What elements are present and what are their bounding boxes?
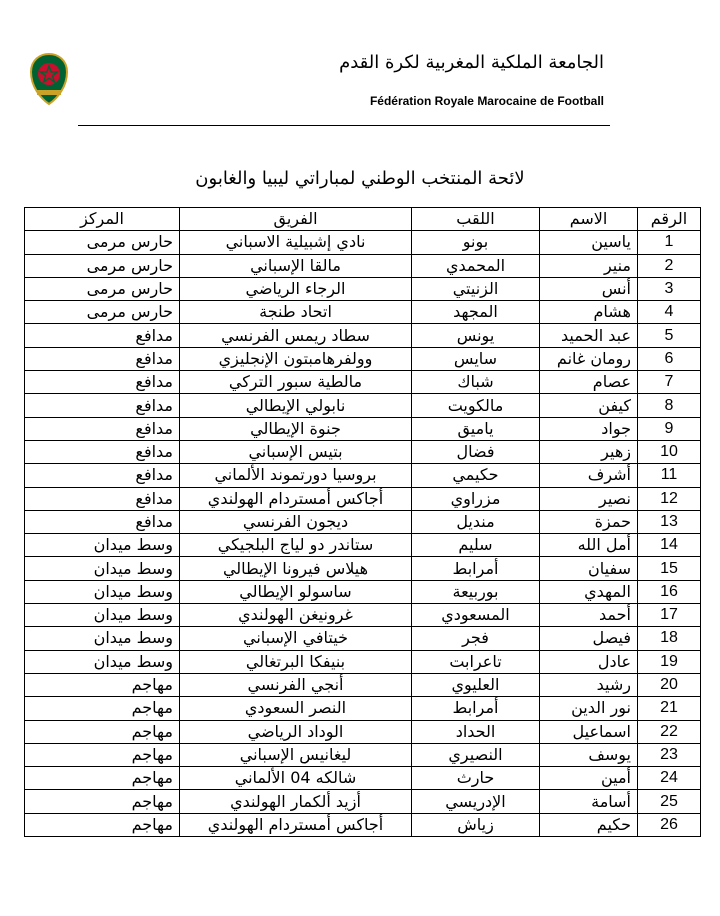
player-club: مالقا الإسباني [180,254,412,277]
player-surname: أمرابط [412,557,540,580]
player-position: وسط ميدان [25,604,180,627]
player-position: مدافع [25,417,180,440]
table-row [25,743,701,766]
table-row [25,347,701,370]
table-row [25,510,701,533]
player-first-name: حمزة [540,510,638,533]
player-first-name: أشرف [540,464,638,487]
table-row [25,371,701,394]
table-row [25,813,701,836]
player-surname: سليم [412,534,540,557]
player-position: مهاجم [25,743,180,766]
player-number: 21 [638,697,701,720]
player-first-name: ياسين [540,231,638,254]
table-row [25,767,701,790]
player-club: أنجي الفرنسي [180,673,412,696]
player-number: 18 [638,627,701,650]
player-first-name: سفيان [540,557,638,580]
player-surname: المسعودي [412,604,540,627]
player-first-name: رومان غانم [540,347,638,370]
player-club: مالطية سبور التركي [180,371,412,394]
player-surname: الإدريسي [412,790,540,813]
player-club: وولفرهامبتون الإنجليزي [180,347,412,370]
player-surname: حكيمي [412,464,540,487]
player-number: 16 [638,580,701,603]
player-first-name: اسماعيل [540,720,638,743]
table-row [25,673,701,696]
player-first-name: فيصل [540,627,638,650]
table-row [25,604,701,627]
player-position: حارس مرمى [25,277,180,300]
player-surname: سايس [412,347,540,370]
player-first-name: نصير [540,487,638,510]
player-club: غرونيغن الهولندي [180,604,412,627]
header-surname: اللقب [412,208,540,231]
player-club: ستاندر دو لياج البلجيكي [180,534,412,557]
player-first-name: زهير [540,440,638,463]
player-surname: فجر [412,627,540,650]
table-row [25,487,701,510]
logo-band [37,90,61,95]
player-position: مدافع [25,487,180,510]
player-first-name: أسامة [540,790,638,813]
player-position: حارس مرمى [25,231,180,254]
table-row [25,650,701,673]
player-position: مدافع [25,440,180,463]
header-position: المركز [25,208,180,231]
player-number: 1 [638,231,701,254]
player-position: مهاجم [25,767,180,790]
player-first-name: منير [540,254,638,277]
player-position: وسط ميدان [25,557,180,580]
player-first-name: كيفن [540,394,638,417]
table-row [25,720,701,743]
player-surname: الزنيتي [412,277,540,300]
player-surname: المجهد [412,301,540,324]
player-surname: بوربيعة [412,580,540,603]
player-number: 24 [638,767,701,790]
frmf-logo [28,52,70,106]
player-number: 6 [638,347,701,370]
player-position: حارس مرمى [25,254,180,277]
table-row [25,464,701,487]
player-number: 8 [638,394,701,417]
player-position: وسط ميدان [25,580,180,603]
player-club: الرجاء الرياضي [180,277,412,300]
player-position: مدافع [25,394,180,417]
player-surname: فضال [412,440,540,463]
player-first-name: رشيد [540,673,638,696]
player-position: وسط ميدان [25,534,180,557]
player-club: هيلاس فيرونا الإيطالي [180,557,412,580]
player-number: 4 [638,301,701,324]
player-first-name: أمل الله [540,534,638,557]
player-club: نابولي الإيطالي [180,394,412,417]
player-first-name: عصام [540,371,638,394]
player-club: شالكه 04 الألماني [180,767,412,790]
player-position: مهاجم [25,673,180,696]
player-position: مهاجم [25,720,180,743]
table-row [25,627,701,650]
player-first-name: حكيم [540,813,638,836]
player-surname: مزراوي [412,487,540,510]
player-position: مهاجم [25,790,180,813]
player-club: سطاد ريمس الفرنسي [180,324,412,347]
header-club: الفريق [180,208,412,231]
table-row [25,534,701,557]
table-row [25,557,701,580]
player-position: مهاجم [25,813,180,836]
player-surname: المحمدي [412,254,540,277]
player-club: بتيس الإسباني [180,440,412,463]
table-row [25,580,701,603]
player-number: 19 [638,650,701,673]
player-first-name: يوسف [540,743,638,766]
player-surname: النصيري [412,743,540,766]
player-position: وسط ميدان [25,650,180,673]
table-header-row [25,208,701,231]
player-first-name: المهدي [540,580,638,603]
player-position: مدافع [25,464,180,487]
player-number: 3 [638,277,701,300]
player-surname: زياش [412,813,540,836]
header-first-name: الاسم [540,208,638,231]
player-surname: الحداد [412,720,540,743]
player-club: بنيفكا البرتغالي [180,650,412,673]
player-position: وسط ميدان [25,627,180,650]
player-number: 11 [638,464,701,487]
player-club: أجاكس أمستردام الهولندي [180,813,412,836]
player-number: 23 [638,743,701,766]
table-row [25,277,701,300]
table-row [25,440,701,463]
player-club: بروسيا دورتموند الألماني [180,464,412,487]
player-club: ليغانيس الإسباني [180,743,412,766]
player-number: 12 [638,487,701,510]
player-first-name: أمين [540,767,638,790]
header-divider [78,125,610,126]
player-surname: مالكويت [412,394,540,417]
player-club: خيتافي الإسباني [180,627,412,650]
player-first-name: أحمد [540,604,638,627]
table-row [25,254,701,277]
player-surname: شباك [412,371,540,394]
player-number: 17 [638,604,701,627]
table-row [25,394,701,417]
player-number: 20 [638,673,701,696]
federation-name-french: Fédération Royale Marocaine de Football [369,94,604,108]
player-position: حارس مرمى [25,301,180,324]
player-club: ديجون الفرنسي [180,510,412,533]
federation-name-arabic: الجامعة الملكية المغربية لكرة القدم [339,52,604,73]
table-row [25,231,701,254]
player-surname: ياميق [412,417,540,440]
player-number: 10 [638,440,701,463]
player-club: ساسولو الإيطالي [180,580,412,603]
player-number: 5 [638,324,701,347]
player-surname: العليوي [412,673,540,696]
player-number: 13 [638,510,701,533]
player-position: مدافع [25,324,180,347]
player-number: 25 [638,790,701,813]
player-number: 9 [638,417,701,440]
table-row [25,324,701,347]
player-number: 22 [638,720,701,743]
player-position: مدافع [25,371,180,394]
player-first-name: أنس [540,277,638,300]
player-surname: بونو [412,231,540,254]
table-row [25,301,701,324]
player-number: 2 [638,254,701,277]
player-surname: تاعرابت [412,650,540,673]
player-first-name: جواد [540,417,638,440]
player-position: مدافع [25,347,180,370]
player-first-name: عادل [540,650,638,673]
player-number: 14 [638,534,701,557]
player-club: النصر السعودي [180,697,412,720]
table-row [25,417,701,440]
player-first-name: هشام [540,301,638,324]
player-club: الوداد الرياضي [180,720,412,743]
player-surname: يونس [412,324,540,347]
table-row [25,790,701,813]
player-surname: منديل [412,510,540,533]
player-first-name: نور الدين [540,697,638,720]
squad-table [24,207,701,837]
player-number: 7 [638,371,701,394]
player-club: أزيد ألكمار الهولندي [180,790,412,813]
player-club: جنوة الإيطالي [180,417,412,440]
document-title: لائحة المنتخب الوطني لمباراتي ليبيا والغابون [195,168,525,189]
player-position: مهاجم [25,697,180,720]
player-first-name: عبد الحميد [540,324,638,347]
player-club: أجاكس أمستردام الهولندي [180,487,412,510]
player-position: مدافع [25,510,180,533]
player-number: 26 [638,813,701,836]
player-number: 15 [638,557,701,580]
player-club: اتحاد طنجة [180,301,412,324]
player-club: نادي إشبيلية الاسباني [180,231,412,254]
player-surname: حارث [412,767,540,790]
player-surname: أمرابط [412,697,540,720]
header-number: الرقم [638,208,701,231]
table-row [25,697,701,720]
